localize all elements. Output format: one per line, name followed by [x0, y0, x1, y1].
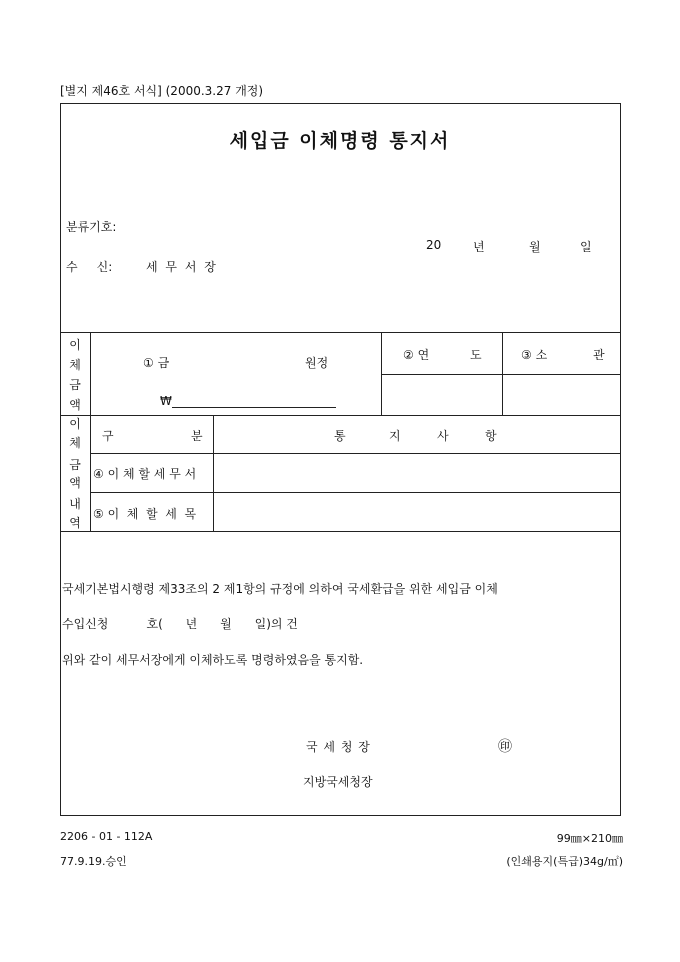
- divider-detail: [60, 531, 621, 532]
- jurisdiction-label-2: 관: [593, 348, 605, 362]
- detail-side-char: 역: [69, 516, 81, 530]
- detail-row-label: ⑤ 이 체 할 세 목: [93, 507, 197, 521]
- body-line-3: 위와 같이 세무서장에게 이체하도록 명령하였음을 통지함.: [62, 653, 364, 667]
- amount-side-char: 액: [69, 398, 81, 412]
- regional-commissioner-title: 지방국세청장: [303, 775, 373, 789]
- amount-side-char: 이: [69, 338, 81, 352]
- year-label: ② 연: [403, 348, 430, 362]
- class-code-label: 분류기호:: [66, 220, 117, 234]
- paper-spec: (인쇄용지(특급)34g/㎡): [506, 855, 623, 868]
- paper-size: 99㎜×210㎜: [556, 832, 623, 845]
- detail-side-char: 금: [69, 458, 81, 472]
- body-line-2: 수입신청 호( 년 월 일)의 건: [62, 617, 298, 631]
- date-month-label: 월: [529, 240, 541, 254]
- form-title: 세입금 이체명령 통지서: [229, 130, 451, 152]
- won-label: 원정: [305, 356, 329, 370]
- date-day-label: 일: [580, 240, 592, 254]
- jurisdiction-label: ③ 소: [521, 348, 548, 362]
- detail-row-label: ④ 이 체 할 세 무 서: [93, 467, 197, 481]
- currency-symbol: ₩: [160, 394, 172, 408]
- detail-side-char: 이: [69, 417, 81, 431]
- divider-header: [60, 332, 621, 333]
- year-label-2: 도: [470, 348, 482, 362]
- notice-header-char: 통: [334, 429, 346, 443]
- amount-side-char: 체: [69, 358, 81, 372]
- category-header-2: 분: [191, 429, 203, 443]
- amount-side-char: 금: [69, 378, 81, 392]
- body-line-1: 국세기본법시행령 제33조의 2 제1항의 규정에 의하여 국세환급을 위한 세입금 이체: [62, 582, 498, 596]
- form-code: 2206 - 01 - 112A: [60, 830, 153, 843]
- divider-detail-header: [90, 453, 621, 454]
- divider-detail-row1: [90, 492, 621, 493]
- jurisdiction-column-divider: [502, 332, 503, 415]
- date-prefix: 20: [426, 238, 442, 252]
- category-column-divider: [213, 415, 214, 531]
- form-frame: [60, 103, 621, 816]
- category-header: 구: [102, 429, 114, 443]
- date-year-label: 년: [473, 240, 485, 254]
- detail-side-char: 내: [69, 497, 81, 511]
- form-reference: [별지 제46호 서식] (2000.3.27 개정): [60, 84, 264, 98]
- divider-amount-inner: [381, 374, 621, 375]
- commissioner-title: 국 세 청 장: [306, 740, 371, 754]
- side-column-divider: [90, 332, 91, 531]
- recipient-label: 수 신:: [66, 260, 113, 274]
- amount-label: ① 금: [143, 356, 170, 370]
- notice-header-char: 지: [389, 429, 401, 443]
- year-column-divider: [381, 332, 382, 415]
- divider-amount: [60, 415, 621, 416]
- detail-side-char: 체: [69, 436, 81, 450]
- notice-header-char: 사: [437, 429, 449, 443]
- seal-mark: ㊞: [498, 739, 512, 755]
- notice-header-char: 항: [485, 429, 497, 443]
- recipient-value: 세 무 서 장: [146, 260, 218, 274]
- approval-date: 77.9.19.승인: [60, 855, 127, 868]
- amount-underline: [172, 407, 336, 408]
- detail-side-char: 액: [69, 476, 81, 490]
